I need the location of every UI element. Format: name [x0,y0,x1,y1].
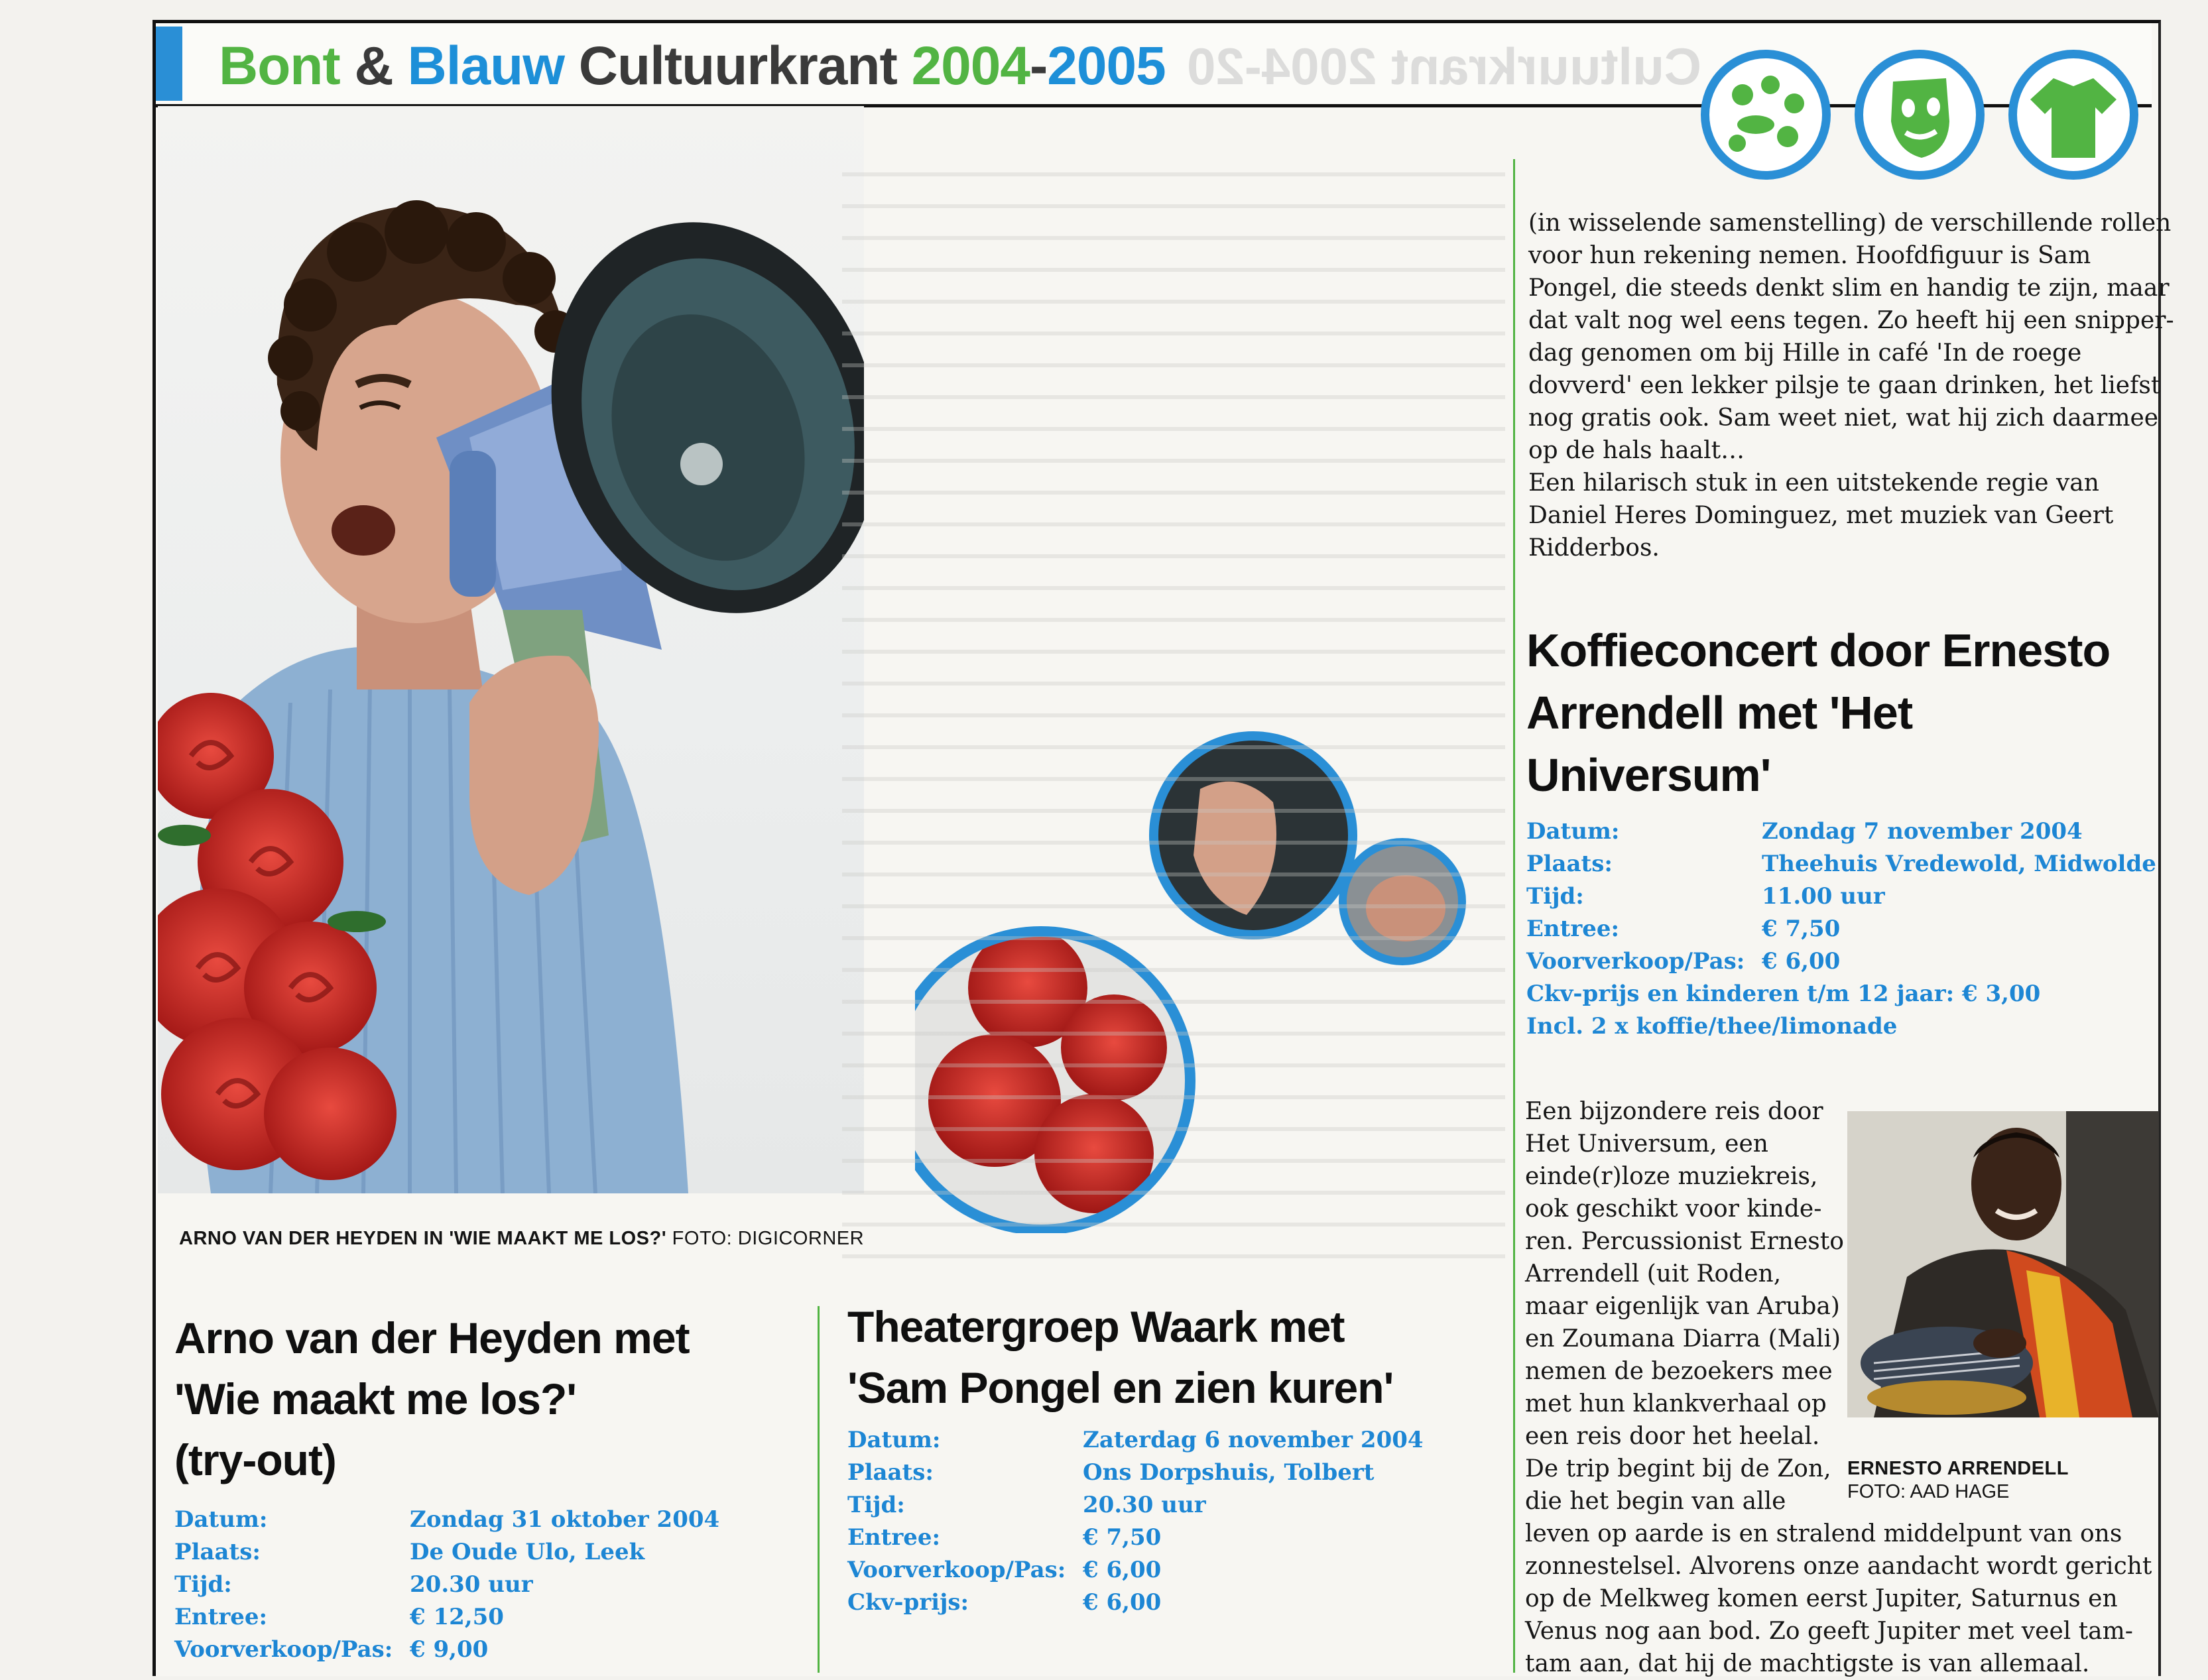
details-waark [847,1424,1424,1619]
headline-koffie-line-2: Arrendell met 'Het [1526,687,1913,739]
detail-key: Plaats: [1526,851,1613,877]
detail-key: Voorverkoop/Pas: [174,1636,393,1663]
portrait-caption [1847,1457,2069,1504]
body-line: nemen de bezoekers mee [1525,1358,1833,1385]
detail-value: Zondag 7 november 2004 [1762,818,2083,845]
theater-badge-icon [1701,50,1831,180]
detail-key: Datum: [174,1506,268,1533]
body-line: Ridderbos. [1528,534,1660,562]
detail-key: Datum: [847,1427,941,1453]
mask-badge-icon [1855,50,1985,180]
body-line: zonnestelsel. Alvorens onze aandacht wordt gericht [1525,1553,2152,1580]
section-badges [1701,50,2165,182]
body-line: Het Universum, een [1525,1130,1768,1158]
column-rule-2 [1513,159,1515,1673]
megaphone-illustration [158,106,864,1193]
body-line: dat valt nog wel eens tegen. Zo heeft hij een snipper- [1528,307,2174,334]
body-line: op de hals haalt… [1528,437,1745,464]
photo-caption [179,1228,864,1250]
detail-value: De Oude Ulo, Leek [410,1539,645,1565]
waark-continuation-text [1528,207,2174,564]
body-line: De trip begint bij de Zon, [1525,1455,1831,1482]
body-line: Arrendell (uit Roden, [1525,1260,1782,1288]
headline-waark [847,1296,1393,1418]
body-line: Pongel, die steeds denkt slim en handig te zijn, maar [1528,274,2170,302]
body-line: met hun klankverhaal op [1525,1390,1827,1417]
detail-value: Zondag 31 oktober 2004 [410,1506,720,1533]
detail-value: € 12,50 [410,1604,504,1630]
body-line: leven op aarde is en stralend middelpunt van ons [1525,1520,2122,1547]
masthead-word-cultuurkrant: Cultuurkrant [564,36,912,96]
details-arno [174,1504,719,1666]
detail-value: € 6,00 [1762,948,1841,975]
masthead-word-bont: Bont [219,36,340,96]
detail-ckv-line: Ckv-prijs en kinderen t/m 12 jaar: € 3,00 [1526,981,2041,1007]
detail-value: 20.30 uur [410,1571,533,1598]
body-line: Een hilarisch stuk in een uitstekende regie van [1528,469,2099,497]
detail-key: Plaats: [847,1459,934,1486]
masthead-ampersand: & [339,36,408,96]
portrait-photo-ernesto [1847,1111,2159,1417]
detail-value: € 7,50 [1083,1524,1162,1551]
detail-value: Ons Dorpshuis, Tolbert [1083,1459,1375,1486]
headline-waark-line-1: Theatergroep Waark met [847,1302,1345,1351]
koffie-body-narrow [1525,1095,1844,1518]
headline-waark-line-2: 'Sam Pongel en zien kuren' [847,1363,1394,1412]
bleed-through-masthead: Cultuurkrant 2004-20 [1187,37,1701,95]
headline-arno-line-1: Arno van der Heyden met [174,1313,690,1362]
detail-key: Entree: [1526,916,1620,942]
detail-value: 11.00 uur [1762,883,1885,910]
body-line: tam aan, dat hij de machtigste is van allemaal. [1525,1650,2090,1677]
body-line: maar eigenlijk van Aruba) [1525,1293,1840,1320]
portrait-caption-name: ERNESTO ARRENDELL [1847,1458,2069,1479]
body-line: en Zoumana Diarra (Mali) [1525,1325,1841,1352]
headline-arno [174,1307,690,1490]
body-line: ren. Percussionist Ernesto [1525,1228,1844,1255]
body-line: (in wisselende samenstelling) de verschillende rollen [1528,210,2172,237]
detail-key: Voorverkoop/Pas: [1526,948,1745,975]
masthead-year-dash: - [1029,36,1048,96]
masthead-year-start: 2004 [911,36,1030,96]
detail-value: € 6,00 [1083,1557,1162,1583]
photo-caption-main: ARNO VAN DER HEYDEN IN 'WIE MAAKT ME LOS?' [179,1228,667,1249]
body-line: voor hun rekening nemen. Hoofdfiguur is Sam [1528,242,2091,269]
photo-caption-credit: FOTO: DIGICORNER [666,1228,865,1249]
detail-key: Tijd: [847,1492,905,1518]
detail-key: Plaats: [174,1539,261,1565]
detail-key: Tijd: [174,1571,232,1598]
masthead-word-blauw: Blauw [407,36,564,96]
detail-key: Entree: [847,1524,941,1551]
detail-value: 20.30 uur [1083,1492,1206,1518]
detail-incl-line: Incl. 2 x koffie/thee/limonade [1526,1013,1898,1040]
body-line: ook geschikt voor kinde- [1525,1195,1822,1223]
masthead-title [219,30,1166,103]
detail-value: € 9,00 [410,1636,489,1663]
headline-koffie-line-3: Universum' [1526,749,1771,801]
koffie-body-wide [1525,1518,2152,1680]
shirt-badge-icon [2008,50,2138,180]
headline-koffie-line-1: Koffieconcert door Ernesto [1526,625,2111,676]
body-line: nog gratis ook. Sam weet niet, wat hij zich daarmee [1528,404,2159,432]
masthead-year-end: 2005 [1047,36,1166,96]
detail-value: Zaterdag 6 november 2004 [1083,1427,1424,1453]
headline-arno-line-2: 'Wie maakt me los?' [174,1374,577,1423]
body-line: dag genomen om bij Hille in café 'In de roege [1528,339,2082,367]
detail-key: Voorverkoop/Pas: [847,1557,1066,1583]
detail-key: Tijd: [1526,883,1584,910]
body-line: die het begin van alle [1525,1488,1786,1515]
column-rule-1 [818,1306,820,1673]
detail-key: Datum: [1526,818,1620,845]
headline-arno-line-3: (try-out) [174,1435,336,1484]
detail-key: Ckv-prijs: [847,1589,969,1616]
masthead-accent-tab [156,27,182,101]
body-line: einde(r)loze muziekreis, [1525,1163,1818,1190]
details-koffieconcert [1526,815,2156,1043]
detail-key: Entree: [174,1604,268,1630]
body-line: dovverd' een lekker pilsje te gaan drinken, het liefst [1528,372,2161,399]
body-line: een reis door het heelal. [1525,1423,1820,1450]
body-line: Venus nog aan bod. Zo geeft Jupiter met veel tam- [1525,1618,2133,1645]
detail-value: € 7,50 [1762,916,1841,942]
bleed-through-texture [842,152,1505,1280]
body-line: Een bijzondere reis door [1525,1098,1823,1125]
main-photo-megaphone [158,106,864,1193]
detail-value: Theehuis Vredewold, Midwolde [1762,851,2156,877]
detail-value: € 6,00 [1083,1589,1162,1616]
body-line: op de Melkweg komen eerst Jupiter, Saturnus en [1525,1585,2118,1612]
headline-koffieconcert [1526,619,2110,806]
portrait-caption-credit: FOTO: AAD HAGE [1847,1481,2010,1502]
body-line: Daniel Heres Dominguez, met muziek van Geert [1528,502,2114,529]
